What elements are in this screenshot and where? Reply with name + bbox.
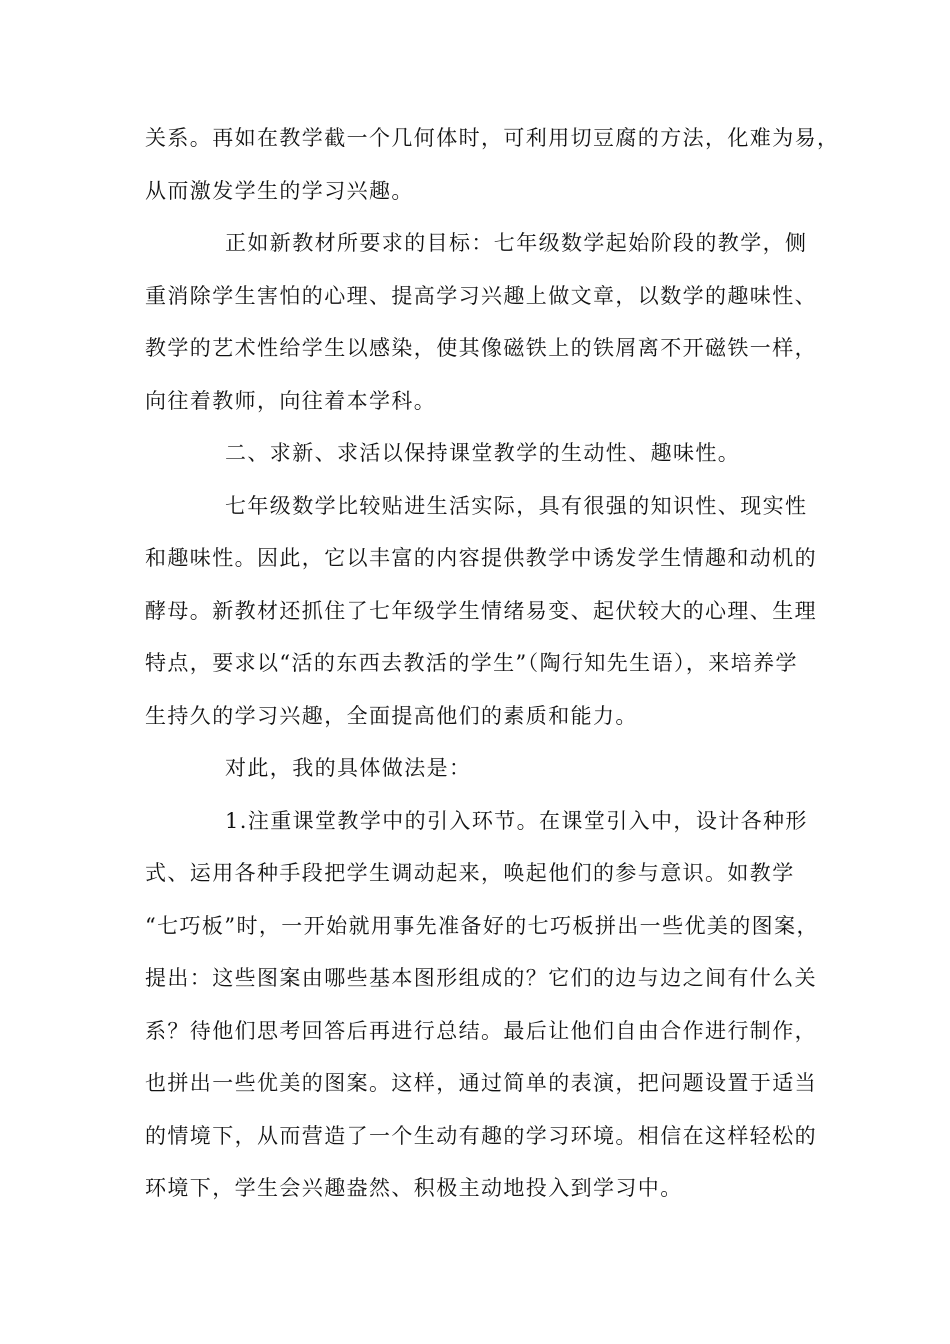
section-heading: 二、求新、求活以保持课堂教学的生动性、趣味性。 <box>225 441 741 465</box>
text-line: 式、运用各种手段把学生调动起来，唤起他们的参与意识。如教学 <box>145 861 795 885</box>
text-line: 从而激发学生的学习兴趣。 <box>145 178 414 203</box>
text-line: 酵母。新教材还抓住了七年级学生情绪易变、起伏较大的心理、生理 <box>145 598 817 623</box>
text-line: 系？待他们思考回答后再进行总结。最后让他们自由合作进行制作， <box>145 1018 817 1043</box>
text-line: 生持久的学习兴趣，全面提高他们的素质和能力。 <box>145 703 638 728</box>
body-text <box>145 112 840 1215</box>
paragraph-start-line: 对此，我的具体做法是： <box>225 756 472 780</box>
text-line: 提出：这些图案由哪些基本图形组成的？它们的边与边之间有什么关 <box>145 966 817 990</box>
text-line: “七巧板”时，一开始就用事先准备好的七巧板拼出一些优美的图案， <box>145 913 819 938</box>
list-item-start-line: 1.注重课堂教学中的引入环节。在课堂引入中，设计各种形 <box>225 808 808 833</box>
text-line: 关系。再如在教学截一个几何体时，可利用切豆腐的方法，化难为易， <box>145 126 840 150</box>
text-line: 也拼出一些优美的图案。这样，通过简单的表演，把问题设置于适当 <box>145 1071 817 1095</box>
text-line: 特点，要求以“活的东西去教活的学生”（陶行知先生语），来培养学 <box>145 651 798 675</box>
text-line: 教学的艺术性给学生以感染，使其像磁铁上的铁屑离不开磁铁一样， <box>145 336 817 360</box>
text-line: 和趣味性。因此，它以丰富的内容提供教学中诱发学生情趣和动机的 <box>145 546 817 570</box>
text-line: 向往着教师，向往着本学科。 <box>145 388 437 413</box>
text-line: 重消除学生害怕的心理、提高学习兴趣上做文章，以数学的趣味性、 <box>145 283 817 308</box>
paragraph-start-line: 七年级数学比较贴进生活实际，具有很强的知识性、现实性 <box>225 493 808 518</box>
text-line: 的情境下，从而营造了一个生动有趣的学习环境。相信在这样轻松的 <box>145 1123 817 1148</box>
text-line: 环境下，学生会兴趣盎然、积极主动地投入到学习中。 <box>145 1176 683 1200</box>
paragraph-start-line: 正如新教材所要求的目标：七年级数学起始阶段的教学，侧 <box>225 231 808 255</box>
